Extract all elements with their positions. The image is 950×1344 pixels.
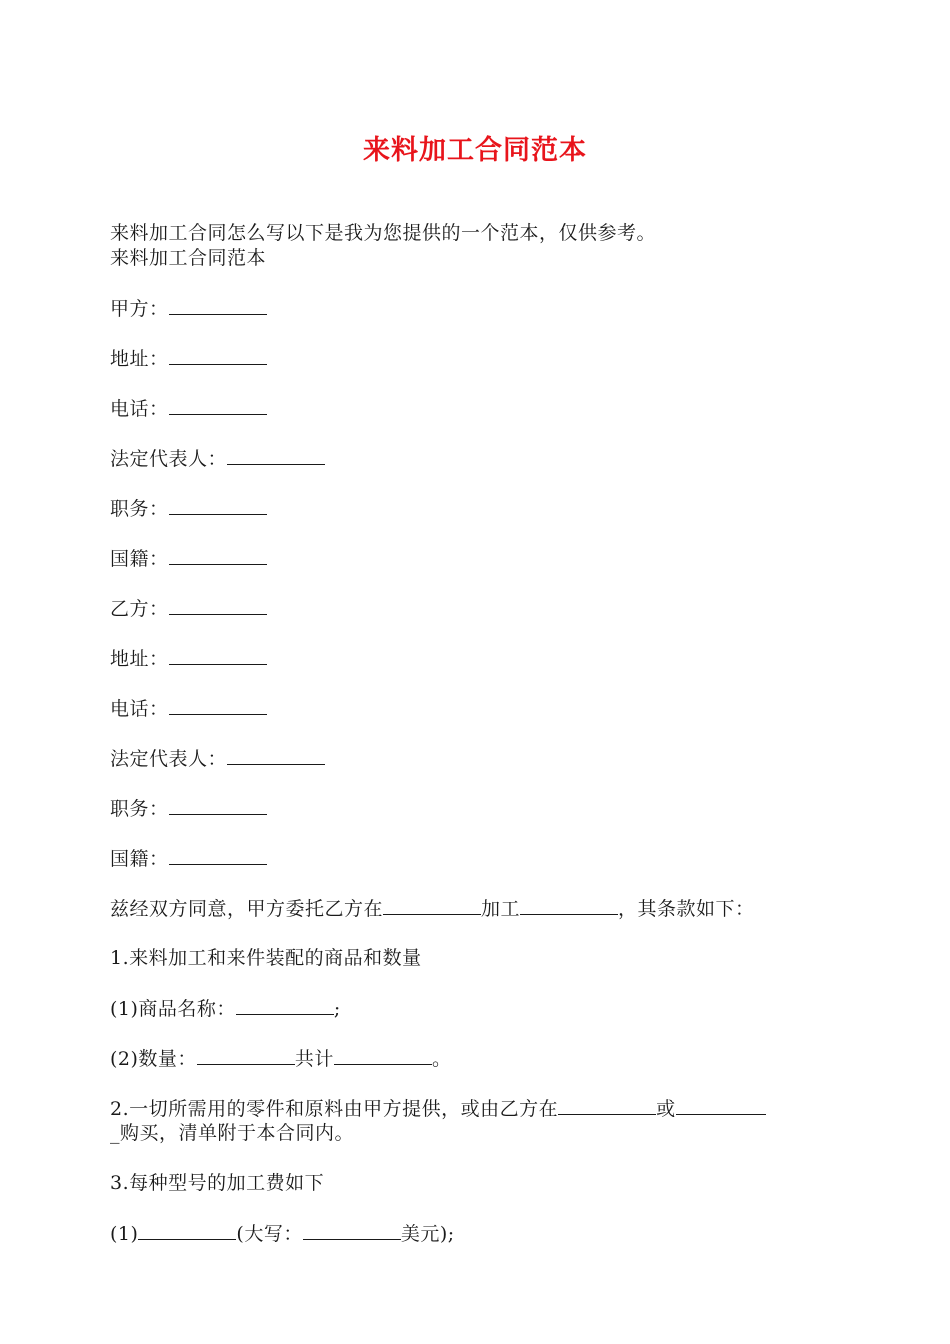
document-title: 来料加工合同范本: [363, 135, 587, 166]
fee-amount-words-blank[interactable]: [303, 1221, 401, 1240]
clause-text: 美元);: [400, 1223, 455, 1245]
party-b-position-blank[interactable]: [169, 796, 267, 815]
field-label: 国籍：: [110, 848, 169, 870]
subtitle-text: 来料加工合同范本: [110, 247, 267, 269]
party-a-nationality-row: [110, 546, 267, 571]
agreement-text: 加工: [481, 898, 521, 920]
party-a-address-row: [110, 346, 267, 371]
clause-1-item-1-row: [110, 996, 341, 1021]
field-label: 电话：: [110, 698, 169, 720]
intro-text: 来料加工合同怎么写以下是我为您提供的一个范本，仅供参考。: [110, 222, 657, 244]
purchase-location-blank[interactable]: [558, 1096, 656, 1115]
field-label: 地址：: [110, 348, 169, 370]
clause-text: 2.一切所需用的零件和原料由甲方提供，或由乙方在: [110, 1098, 559, 1120]
total-blank[interactable]: [334, 1046, 432, 1065]
clause-text: ;: [333, 998, 341, 1020]
clause-2-row-2: _购买，清单附于本合同内。: [110, 1122, 355, 1144]
field-label: (2)数量：: [110, 1048, 197, 1070]
field-label: (1): [110, 1223, 139, 1245]
clause-3-item-1-row: [110, 1221, 455, 1246]
party-a-rep-blank[interactable]: [227, 446, 325, 465]
field-label: 法定代表人：: [110, 448, 228, 470]
field-label: 电话：: [110, 398, 169, 420]
party-b-phone-row: [110, 696, 267, 721]
clause-text: 共计: [294, 1048, 334, 1070]
party-a-rep-row: [110, 446, 325, 471]
quantity-blank[interactable]: [197, 1046, 295, 1065]
party-b-rep-row: [110, 746, 325, 771]
field-label: 职务：: [110, 498, 169, 520]
clause-1-item-2-row: [110, 1046, 451, 1071]
party-a-address-blank[interactable]: [169, 346, 267, 365]
party-b-name-row: [110, 596, 267, 621]
product-name-blank[interactable]: [236, 996, 334, 1015]
processing-item-blank[interactable]: [520, 896, 618, 915]
party-b-phone-blank[interactable]: [169, 696, 267, 715]
clause-1-heading: 1.来料加工和来件装配的商品和数量: [110, 947, 422, 969]
field-label: 法定代表人：: [110, 748, 228, 770]
party-a-position-blank[interactable]: [169, 496, 267, 515]
clause-3-heading: 3.每种型号的加工费如下: [110, 1172, 325, 1194]
party-b-name-blank[interactable]: [169, 596, 267, 615]
party-b-rep-blank[interactable]: [227, 746, 325, 765]
party-a-nationality-blank[interactable]: [169, 546, 267, 565]
party-a-name-row: [110, 296, 267, 321]
field-label: 地址：: [110, 648, 169, 670]
party-b-nationality-row: [110, 846, 267, 871]
field-label: 国籍：: [110, 548, 169, 570]
party-b-nationality-blank[interactable]: [169, 846, 267, 865]
party-b-position-row: [110, 796, 267, 821]
fee-amount-blank[interactable]: [138, 1221, 236, 1240]
agreement-text: ，其条款如下：: [618, 898, 755, 920]
processing-location-blank[interactable]: [383, 896, 481, 915]
agreement-row: [110, 896, 755, 921]
party-b-address-blank[interactable]: [169, 646, 267, 665]
party-b-address-row: [110, 646, 267, 671]
field-label: (1)商品名称：: [110, 998, 236, 1020]
field-label: 乙方：: [110, 598, 169, 620]
clause-text: 或: [656, 1098, 676, 1120]
agreement-text: 兹经双方同意，甲方委托乙方在: [110, 898, 384, 920]
clause-text: 。: [431, 1048, 452, 1070]
party-a-phone-blank[interactable]: [169, 396, 267, 415]
party-a-name-blank[interactable]: [169, 296, 267, 315]
party-a-position-row: [110, 496, 267, 521]
party-a-phone-row: [110, 396, 267, 421]
field-label: 职务：: [110, 798, 169, 820]
purchase-alt-location-blank[interactable]: [676, 1096, 766, 1115]
clause-text: (大写：: [236, 1223, 303, 1245]
field-label: 甲方：: [110, 298, 169, 320]
clause-2-row-1: [110, 1096, 766, 1121]
